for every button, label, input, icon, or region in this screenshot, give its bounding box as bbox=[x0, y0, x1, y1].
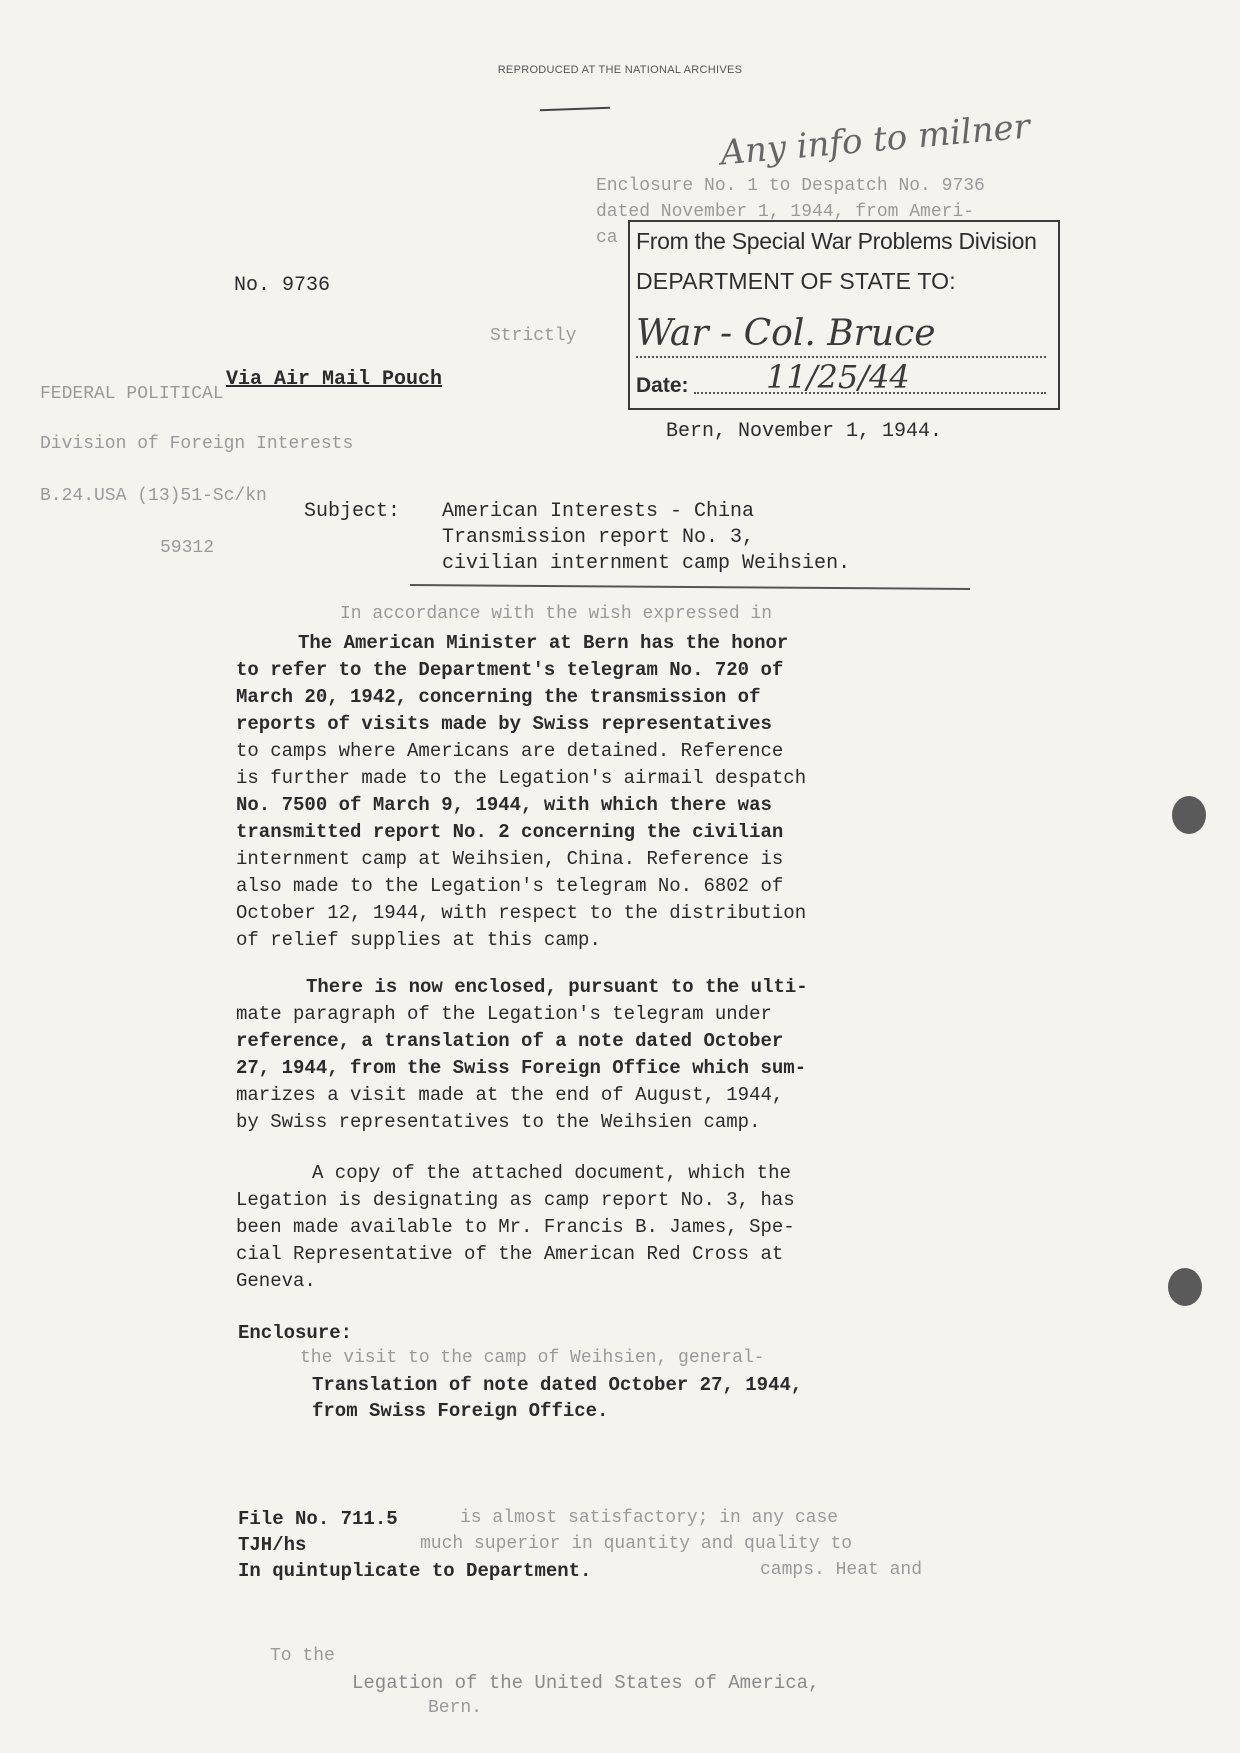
para3-line: A copy of the attached document, which the bbox=[312, 1162, 791, 1184]
stamp-date-row bbox=[636, 358, 1046, 400]
stamp-to-row bbox=[636, 313, 1046, 358]
para1-line: October 12, 1944, with respect to the distribution bbox=[236, 902, 807, 924]
faint-left-label: Strictly bbox=[490, 326, 577, 346]
subject-label: Subject: bbox=[304, 500, 401, 523]
file-number: File No. 711.5 bbox=[238, 1508, 398, 1530]
archive-header: REPRODUCED AT THE NATIONAL ARCHIVES bbox=[497, 64, 743, 76]
para2-line: by Swiss representatives to the Weihsien camp. bbox=[236, 1111, 761, 1133]
enclosure-item-2: from Swiss Foreign Office. bbox=[312, 1400, 609, 1422]
enclosure-item-1: Translation of note dated October 27, 1944, bbox=[312, 1374, 803, 1396]
faint-left-line-2: Division of Foreign Interests bbox=[40, 434, 354, 454]
routing-stamp bbox=[628, 220, 1060, 410]
para1-line: internment camp at Weihsien, China. Reference is bbox=[236, 848, 784, 870]
pen-dash-mark bbox=[540, 107, 610, 111]
para1-line: transmitted report No. 2 concerning the civilian bbox=[236, 821, 784, 843]
footer-to: To the bbox=[270, 1646, 335, 1666]
footer-legation: Legation of the United States of America, bbox=[352, 1672, 820, 1694]
faint-enclosure-line-3: ca bbox=[596, 228, 618, 248]
para3-line: Geneva. bbox=[236, 1270, 316, 1292]
para1-line: reports of visits made by Swiss representatives bbox=[236, 713, 772, 735]
faint-enclosure-line-2: dated November 1, 1944, from Ameri- bbox=[596, 202, 975, 222]
faint-left-line-4: 59312 bbox=[160, 538, 215, 558]
para1-line: to refer to the Department's telegram No. 720 of bbox=[236, 659, 784, 681]
enclosure-label: Enclosure: bbox=[238, 1322, 353, 1344]
paragraph-2 bbox=[236, 974, 996, 1136]
para2-line: mate paragraph of the Legation's telegram under bbox=[236, 1003, 772, 1025]
place-date: Bern, November 1, 1944. bbox=[666, 420, 943, 443]
file-initials: TJH/hs bbox=[238, 1534, 307, 1556]
faint-left-line-1: FEDERAL POLITICAL bbox=[40, 384, 224, 404]
stamp-to-value: War - Col. Bruce bbox=[636, 313, 936, 354]
para3-line: been made available to Mr. Francis B. James, Spe- bbox=[236, 1216, 795, 1238]
faint-file-overlay-1: is almost satisfactory; in any case bbox=[460, 1508, 839, 1528]
para1-line: of relief supplies at this camp. bbox=[236, 929, 601, 951]
para2-line: marizes a visit made at the end of August, 1944, bbox=[236, 1084, 784, 1106]
stamp-date-value: 11/25/44 bbox=[766, 358, 910, 396]
para1-line: The American Minister at Bern has the honor bbox=[298, 632, 789, 654]
subject-line-3: civilian internment camp Weihsien. bbox=[442, 552, 851, 575]
subject-line-2: Transmission report No. 3, bbox=[442, 526, 755, 549]
para1-line: also made to the Legation's telegram No. 6802 of bbox=[236, 875, 784, 897]
para2-line: There is now enclosed, pursuant to the ulti- bbox=[306, 976, 808, 998]
para1-line: is further made to the Legation's airmail despatch bbox=[236, 767, 807, 789]
stamp-department: DEPARTMENT OF STATE TO: bbox=[636, 268, 956, 294]
paragraph-3 bbox=[236, 1160, 996, 1295]
despatch-number: No. 9736 bbox=[234, 274, 331, 297]
stamp-division: From the Special War Problems Division bbox=[636, 228, 1037, 254]
via-air-mail: Via Air Mail Pouch bbox=[226, 368, 443, 391]
subject-rule bbox=[410, 584, 970, 590]
faint-enclosure-line-1: Enclosure No. 1 to Despatch No. 9736 bbox=[596, 176, 985, 196]
para2-line: 27, 1944, from the Swiss Foreign Office which sum- bbox=[236, 1057, 807, 1079]
para1-line: No. 7500 of March 9, 1944, with which there was bbox=[236, 794, 772, 816]
file-copies: In quintuplicate to Department. bbox=[238, 1560, 592, 1582]
stamp-date-label: Date: bbox=[636, 374, 689, 397]
punch-hole-top bbox=[1172, 796, 1206, 834]
para1-line: to camps where Americans are detained. Reference bbox=[236, 740, 784, 762]
faint-enclosure-mid: the visit to the camp of Weihsien, general- bbox=[300, 1348, 765, 1368]
punch-hole-bottom bbox=[1168, 1268, 1202, 1306]
faint-left-line-3: B.24.USA (13)51-Sc/kn bbox=[40, 486, 267, 506]
subject-line-1: American Interests - China bbox=[442, 500, 755, 523]
para2-line: reference, a translation of a note dated October bbox=[236, 1030, 784, 1052]
faint-file-overlay-2: much superior in quantity and quality to bbox=[420, 1534, 853, 1554]
paragraph-1 bbox=[236, 630, 996, 954]
footer-city: Bern. bbox=[428, 1698, 483, 1718]
faint-intro: In accordance with the wish expressed in bbox=[340, 604, 773, 624]
faint-file-overlay-3: camps. Heat and bbox=[760, 1560, 923, 1580]
handwritten-note: Any info to milner bbox=[718, 106, 1032, 174]
para3-line: cial Representative of the American Red Cross at bbox=[236, 1243, 784, 1265]
para1-line: March 20, 1942, concerning the transmission of bbox=[236, 686, 761, 708]
para3-line: Legation is designating as camp report No. 3, has bbox=[236, 1189, 795, 1211]
